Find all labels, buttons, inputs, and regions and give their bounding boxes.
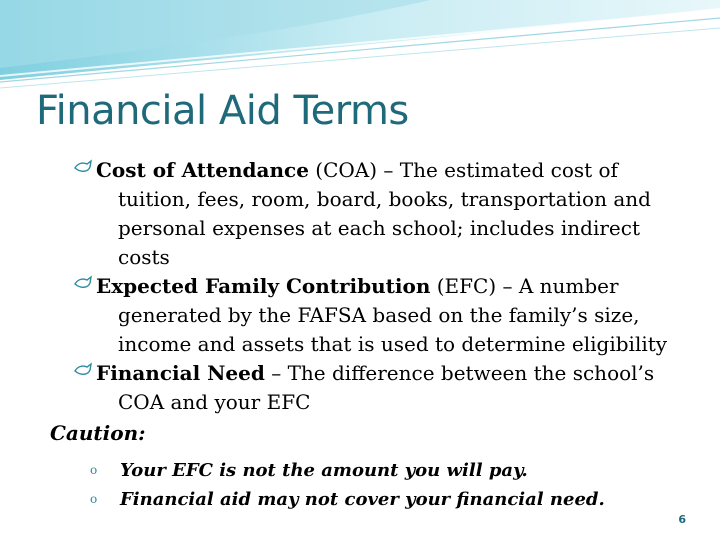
bullet-icon <box>72 158 94 178</box>
caution-item-text: Your EFC is not the amount you will pay. <box>120 460 528 481</box>
page-number: 6 <box>678 513 686 526</box>
term-cost-of-attendance <box>72 156 682 272</box>
circle-bullet-icon: o <box>90 492 98 506</box>
circle-bullet-icon: o <box>90 463 98 477</box>
caution-item <box>90 456 682 485</box>
term-name: Cost of Attendance <box>96 158 309 182</box>
slide-body <box>50 156 682 514</box>
caution-item-text: Financial aid may not cover your financial need. <box>120 489 605 510</box>
caution-heading: Caution: <box>50 421 146 445</box>
term-continuation: generated by the FAFSA based on the family’s size, income and assets that is used to determine eligibility <box>118 303 668 356</box>
term-continuation: tuition, fees, room, board, books, transportation and personal expenses at each school; includes indirect costs <box>118 187 651 269</box>
caution-item <box>90 485 682 514</box>
term-name: Financial Need <box>96 361 265 385</box>
caution-list <box>50 456 682 514</box>
term-expected-family-contribution <box>72 272 682 359</box>
header-banner-graphic <box>0 0 720 95</box>
term-continuation: COA and your EFC <box>118 390 311 414</box>
term-definition: (EFC) – A number <box>430 274 619 298</box>
term-financial-need <box>72 359 682 417</box>
term-name: Expected Family Contribution <box>96 274 431 298</box>
bullet-icon <box>72 274 94 294</box>
bullet-icon <box>72 361 94 381</box>
term-definition: (COA) – The estimated cost of <box>308 158 618 182</box>
term-definition: – The difference between the school’s <box>264 361 655 385</box>
slide-title: Financial Aid Terms <box>36 88 409 134</box>
